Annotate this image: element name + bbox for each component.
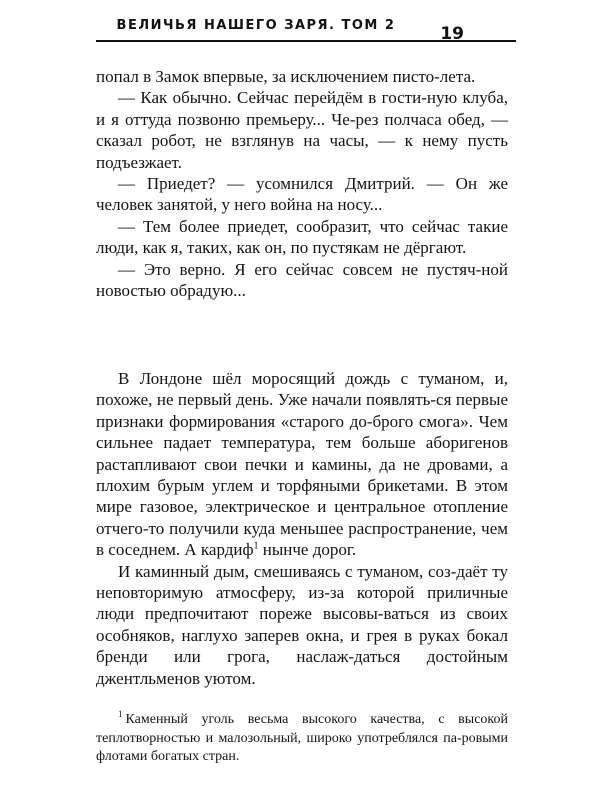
paragraph-text: нынче дорог. <box>258 540 357 560</box>
narrative-block <box>96 368 508 689</box>
footnote-mark: 1 <box>118 709 123 720</box>
footnote-text: Каменный уголь весьма высокого качества, с высокой теплотворностью и малозольный, широко употреблялся па-ровыми флотами богатых стран. <box>96 712 508 764</box>
page-header <box>96 18 516 46</box>
dialogue-block <box>96 66 508 301</box>
paragraph: И каминный дым, смешиваясь с туманом, соз-даёт ту неповторимую атмосферу, из-за которой приличные люди предпочитают пореже высовы-ваться из своих особняков, наглухо заперев окна, и грея в руках бокал бренди или грога, наслаж-даться достойным джентльменов уютом. <box>96 561 508 688</box>
paragraph: — Тем более приедет, сообразит, что сейчас такие люди, как я, таких, как он, по пустякам не дёргают. <box>96 216 508 258</box>
paragraph-text: В Лондоне шёл моросящий дождь с туманом, и, похоже, не первый день. Уже начали появлять-ся первые признаки формирования «старого до-брого смога». Чем сильнее падает температура, тем больше аборигенов растапливают свои печки и камины, да не дровами, а плохим бурым углем и торфяными брикетами. В этом мире газовое, электрическое и центральное отопление отчего-то получили куда меньшее распространение, чем в соседнем. А кардиф <box>96 369 508 560</box>
footnotes <box>96 711 508 767</box>
paragraph: — Приедет? — усомнился Дмитрий. — Он же человек занятой, у него война на носу... <box>96 174 508 215</box>
paragraph: попал в Замок впервые, за исключением писто-лета. <box>96 67 476 86</box>
page-number: 19 <box>440 24 464 44</box>
footnote-reference: 1 <box>253 540 259 552</box>
footnote <box>96 711 508 767</box>
paragraph: — Как обычно. Сейчас перейдём в гости-ную клуба, и я оттуда позвоню премьеру... Че-рез полчаса обед, — сказал робот, не взглянув на часы, — к нему пусть подъезжает. <box>96 88 508 172</box>
paragraph <box>96 368 508 561</box>
running-title: ВЕЛИЧЬЯ НАШЕГО ЗАРЯ. ТОМ 2 <box>116 18 396 33</box>
paragraph: — Это верно. Я его сейчас совсем не пустяч-ной новостью обрадую... <box>96 259 508 301</box>
